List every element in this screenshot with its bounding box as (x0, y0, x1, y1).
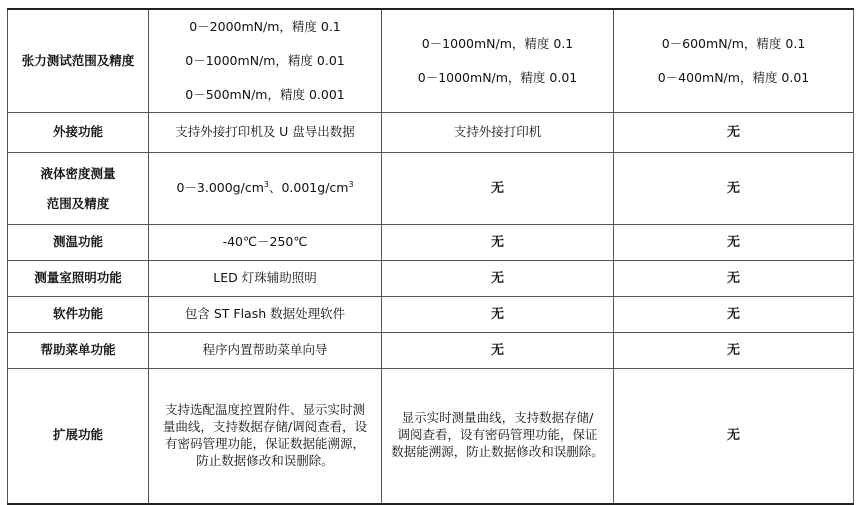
extension-line: 防止数据修改和误删除。 (196, 452, 334, 468)
tension-range-model-3 (614, 9, 854, 113)
help-model-3: 无 (614, 333, 854, 369)
extension-line: 支持选配温度控置附件、显示实时测 (164, 402, 365, 417)
table-row (8, 225, 854, 261)
row-label-lighting: 测量室照明功能 (8, 261, 149, 297)
row-label-tension-range: 张力测试范围及精度 (8, 9, 149, 113)
lighting-model-1: LED 灯珠辅助照明 (149, 261, 382, 297)
density-value-a: 0－3.000g/cm (176, 180, 264, 196)
lighting-model-3: 无 (614, 261, 854, 297)
external-model-2: 支持外接打印机 (382, 113, 614, 153)
software-model-3: 无 (614, 297, 854, 333)
superscript-3: 3 (263, 179, 269, 189)
extension-line: 调阅查看，设有密码管理功能，保证 (397, 427, 598, 443)
temperature-model-3: 无 (614, 225, 854, 261)
row-label-software: 软件功能 (8, 297, 149, 333)
row-label-temperature: 测温功能 (8, 225, 149, 261)
table-row (8, 261, 854, 297)
tension-range-line: 0－600mN/m，精度 0.1 (661, 36, 806, 51)
density-value-b: 、0.001g/cm (268, 180, 349, 196)
tension-range-model-1 (149, 9, 382, 113)
extension-line: 显示实时测量曲线，支持数据存储/ (401, 410, 594, 426)
superscript-3: 3 (348, 179, 354, 189)
table-row (8, 153, 854, 225)
temperature-model-1: -40℃－250℃ (149, 225, 382, 261)
density-model-1 (149, 153, 382, 225)
row-label-external: 外接功能 (8, 113, 149, 153)
extension-line: 数据能溯源，防止数据修改和误删除。 (391, 444, 604, 460)
extension-line: 量曲线，支持数据存储/调阅查看，设 (162, 418, 368, 434)
extension-model-2 (382, 369, 614, 504)
density-model-3: 无 (614, 153, 854, 225)
external-model-3: 无 (614, 113, 854, 153)
tension-range-line: 0－2000mN/m，精度 0.1 (189, 19, 341, 34)
row-label-help: 帮助菜单功能 (8, 333, 149, 369)
table-row (8, 9, 854, 113)
temperature-model-2: 无 (382, 225, 614, 261)
row-label-extension: 扩展功能 (8, 369, 149, 504)
tension-range-model-2 (382, 9, 614, 113)
density-label-line: 液体密度测量 (40, 165, 116, 181)
software-model-2: 无 (382, 297, 614, 333)
table-row (8, 113, 854, 153)
help-model-1: 程序内置帮助菜单向导 (149, 333, 382, 369)
help-model-2: 无 (382, 333, 614, 369)
extension-model-3: 无 (614, 369, 854, 504)
density-model-2: 无 (382, 153, 614, 225)
tension-range-line: 0－1000mN/m，精度 0.01 (417, 70, 578, 85)
table-row (8, 297, 854, 333)
extension-line: 有密码管理功能，保证数据能溯源， (164, 435, 365, 451)
spec-comparison-table (7, 8, 854, 505)
software-model-1: 包含 ST Flash 数据处理软件 (149, 297, 382, 333)
table-row (8, 333, 854, 369)
tension-range-line: 0－1000mN/m，精度 0.1 (421, 36, 574, 51)
tension-range-line: 0－1000mN/m，精度 0.01 (185, 53, 345, 68)
tension-range-line: 0－500mN/m，精度 0.001 (185, 87, 345, 102)
table-row (8, 369, 854, 504)
row-label-density (8, 153, 149, 225)
tension-range-line: 0－400mN/m，精度 0.01 (657, 70, 810, 85)
external-model-1: 支持外接打印机及 U 盘导出数据 (149, 113, 382, 153)
density-label-line: 范围及精度 (46, 195, 110, 211)
lighting-model-2: 无 (382, 261, 614, 297)
extension-model-1 (149, 369, 382, 504)
